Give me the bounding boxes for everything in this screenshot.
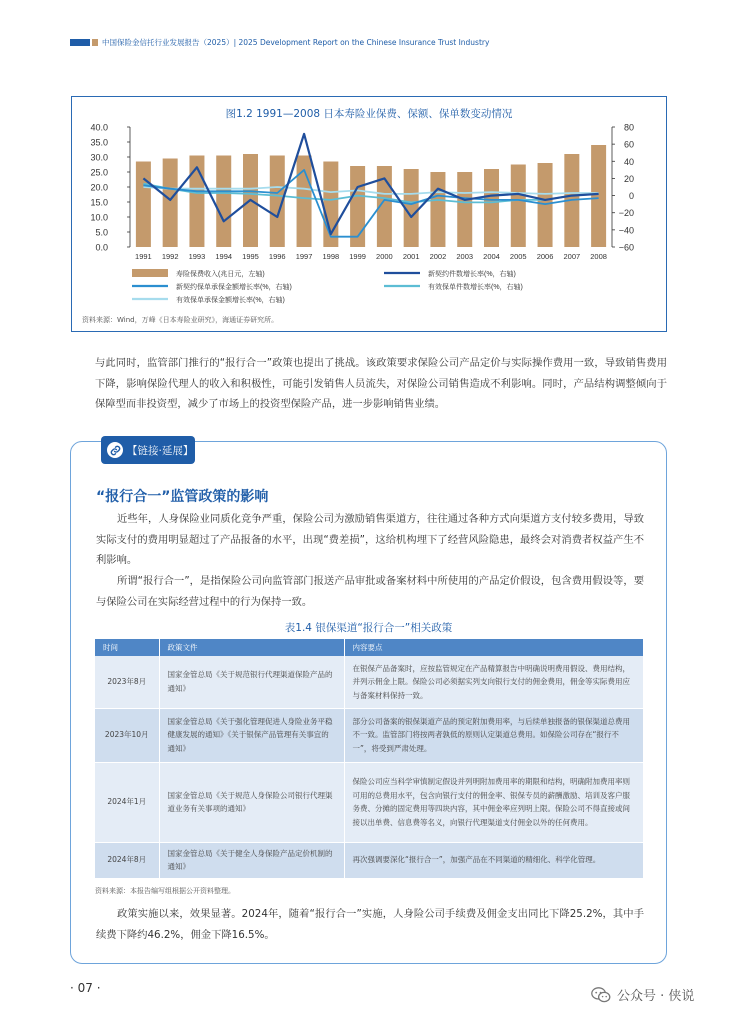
right-tick-label: 40 [623, 156, 634, 167]
x-tick-label: 1993 [188, 252, 206, 261]
table-cell-points: 保险公司应当科学审慎制定假设并列明附加费用率的期限和结构，明确附加费用率则可用的总费用水平，包含向银行支付的佣金率、银保专员的薪酬激励、培训及客户服务费、分摊的固定费用等四块内容，其中佣金率应列明上限。保险公司不得直接或间接以出单费、信息费等名义，向银行代理渠道支付佣金以外的任何费用。 [344, 762, 643, 842]
chart [72, 97, 668, 333]
link-extension-box [70, 441, 667, 964]
left-tick-label: 20.0 [90, 182, 108, 193]
figure-title: 图1.2 1991—2008 日本寿险业保费、保额、保单数变动情况 [225, 108, 513, 120]
table-row [95, 656, 643, 708]
table-cell-date: 2024年1月 [95, 762, 159, 842]
box-paragraph-2: 所谓“报行合一”，是指保险公司向监管部门报送产品审批或备案材料中所使用的产品定价假设，包含费用假设等，要与保险公司在实际经营过程中的行为保持一致。 [96, 575, 644, 608]
bar-premium-income [538, 163, 553, 247]
table-cell-date: 2023年10月 [95, 708, 159, 762]
table-title: 表1.4 银保渠道“报行合一”相关政策 [284, 622, 453, 634]
right-tick-label: 80 [623, 122, 634, 133]
header-text: 中国保险金信托行业发展报告（2025）| 2025 Development Report on the Chinese Insurance Trust Industry [102, 37, 490, 47]
box-paragraph-3: 政策实施以来，效果显著。2024年，随着“报行合一”实施，人身险公司手续费及佣金支出同比下降25.2%，其中手续费下降约46.2%，佣金下降16.5%。 [96, 908, 644, 941]
legend-label: 寿险保费收入(兆日元，左轴) [176, 271, 265, 278]
bar-premium-income [136, 162, 151, 248]
table-header-cell: 内容要点 [344, 639, 643, 656]
box-tab-label: 【链接·延展】 [127, 444, 194, 457]
box-heading: “报行合一”监管政策的影响 [96, 489, 269, 505]
table-header-cell: 时间 [95, 639, 159, 656]
table-row [95, 762, 643, 842]
x-tick-label: 2005 [509, 252, 527, 261]
series-line-2 [143, 170, 598, 237]
box-paragraph-1: 近些年，人身保险业同质化竞争严重，保险公司为激励销售渠道方，往往通过各种方式向渠道方支付较多费用，导致实际支付的费用明显超过了产品报备的水平，出现“费差损”，这给机构埋下了经营风险隐患，最终会对消费者权益产生不利影响。 [96, 513, 644, 566]
table-cell-points: 再次强调要深化“报行合一”，加强产品在不同渠道的精细化、科学化管理。 [344, 842, 643, 878]
x-tick-label: 1995 [242, 252, 259, 261]
x-tick-label: 1991 [135, 252, 152, 261]
figure-source: 资料来源：Wind，万峰《日本寿险业研究》，海通证券研究所。 [82, 316, 279, 324]
legend-label: 有效保单承保金额增长率(%，右轴) [176, 297, 285, 304]
right-tick-label: 60 [623, 139, 634, 150]
table-cell-points: 部分公司备案的银保渠道产品的预定附加费用率，与后续单独报备的银保渠道总费用不一致。监管部门将按两者孰低的原则认定渠道总费用。如保险公司存在“报行不一”，将受到严肃处理。 [344, 708, 643, 762]
x-tick-label: 2003 [456, 252, 474, 261]
left-tick-label: 40.0 [90, 122, 108, 133]
x-tick-label: 2000 [376, 252, 393, 261]
bar-premium-income [591, 145, 606, 247]
table-cell-document: 国家金管总局《关于规范人身保险公司银行代理渠道业务有关事项的通知》 [159, 762, 344, 842]
left-tick-label: 15.0 [90, 197, 108, 208]
table-cell-date: 2023年8月 [95, 656, 159, 708]
header-bar-gold [92, 39, 98, 46]
x-tick-label: 2006 [536, 252, 554, 261]
figure-1-2 [71, 96, 667, 332]
x-tick-label: 1994 [215, 252, 233, 261]
header-bar-blue [70, 39, 90, 46]
right-tick-label: 20 [623, 173, 634, 184]
left-tick-label: 0.0 [95, 242, 108, 253]
x-tick-label: 2004 [483, 252, 500, 261]
box-tab [101, 436, 195, 464]
bar-premium-income [457, 172, 472, 247]
body-paragraph: 与此同时，监管部门推行的“报行合一”政策也提出了挑战。该政策要求保险公司产品定价与实际操作费用一致，导致销售费用下降，影响保险代理人的收入和积极性，可能引发销售人员流失，对保险公司销售造成不利影响。同时，产品结构调整倾向于保障型而非投资型，减少了市场上的投资型保险产品，进一步影响销售业绩。 [95, 357, 667, 410]
x-tick-label: 2001 [402, 252, 420, 261]
legend-label: 新契约件数增长率(%，右轴) [428, 271, 516, 278]
table-header-row [95, 639, 643, 656]
right-tick-label: −20 [618, 208, 634, 219]
table-source: 资料来源：本报告编写组根据公开资料整理。 [95, 887, 235, 895]
legend-swatch [132, 269, 168, 277]
bar-premium-income [511, 165, 526, 248]
bar-premium-income [430, 172, 445, 247]
x-tick-label: 1996 [268, 252, 286, 261]
table-header-cell: 政策文件 [159, 639, 344, 656]
x-tick-label: 1999 [349, 252, 366, 261]
x-tick-label: 2008 [590, 252, 607, 261]
left-tick-label: 5.0 [95, 227, 108, 238]
policy-table [95, 639, 644, 879]
table-cell-date: 2024年8月 [95, 842, 159, 878]
right-tick-label: −60 [618, 242, 634, 253]
table-cell-document: 国家金管总局《关于健全人身保险产品定价机制的通知》 [159, 842, 344, 878]
x-tick-label: 1992 [161, 252, 179, 261]
watermark [591, 985, 694, 1004]
bar-premium-income [350, 166, 365, 247]
right-tick-label: −40 [618, 225, 634, 236]
table-row [95, 842, 643, 878]
bar-premium-income [484, 169, 499, 247]
left-tick-label: 10.0 [90, 212, 108, 223]
table-row [95, 708, 643, 762]
x-tick-label: 2002 [429, 252, 447, 261]
table-cell-document: 国家金管总局《关于规范银行代理渠道保险产品的通知》 [159, 656, 344, 708]
legend-label: 有效保单件数增长率(%，右轴) [428, 284, 523, 291]
running-header [70, 36, 489, 48]
left-tick-label: 30.0 [90, 152, 108, 163]
x-tick-label: 1997 [295, 252, 313, 261]
bar-premium-income [216, 156, 231, 248]
x-tick-label: 2007 [563, 252, 581, 261]
watermark-text: 公众号 · 侠说 [617, 989, 695, 1004]
right-tick-label: 0 [628, 191, 634, 202]
page-number: · 07 · [70, 981, 101, 995]
wechat-icon [591, 987, 611, 1003]
left-tick-label: 35.0 [90, 137, 108, 148]
table-cell-document: 国家金管总局《关于强化管理促进人身险业务平稳健康发展的通知》《关于银保产品管理有关事宜的通知》 [159, 708, 344, 762]
legend-label: 新契约保单承保金额增长率(%，右轴) [176, 284, 292, 291]
bar-premium-income [163, 159, 178, 248]
link-icon [107, 442, 123, 458]
left-tick-label: 25.0 [90, 167, 108, 178]
x-tick-label: 1998 [322, 252, 340, 261]
table-cell-points: 在银保产品备案时，应按监管规定在产品精算报告中明确说明费用假设、费用结构，并列示佣金上限。保险公司必须据实列支向银行支付的佣金费用，佣金等实际费用应与备案材料保持一致。 [344, 656, 643, 708]
